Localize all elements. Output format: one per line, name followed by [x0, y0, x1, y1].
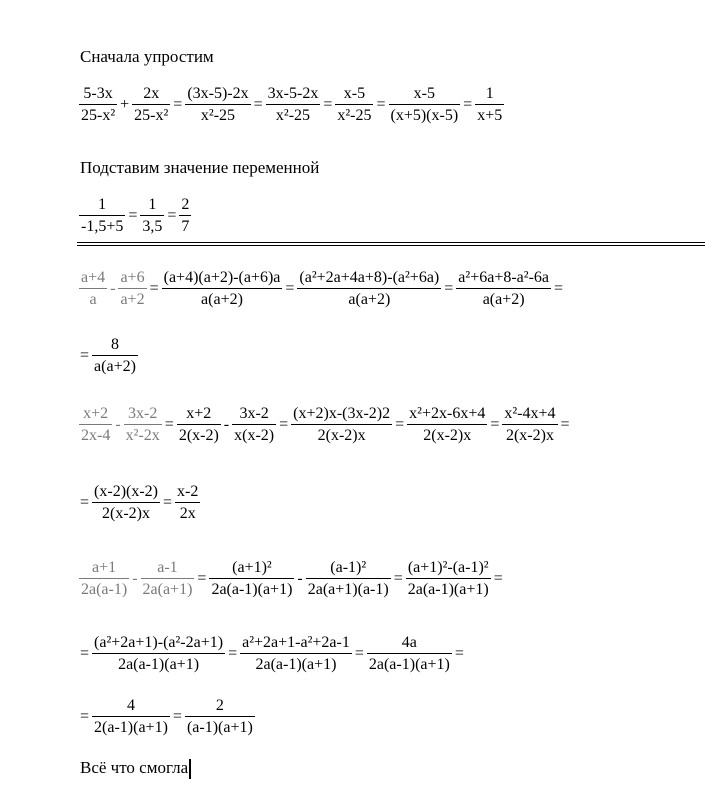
- fraction: $\frac{a+4}{a}$: [81, 269, 106, 308]
- fraction: $\frac{3x-2}{\text{x²-2x}}$: [125, 405, 160, 444]
- fraction: $\frac{2x}{\text{25-x²}}$: [134, 85, 169, 124]
- fraction: $\frac{8}{a(a+2)}$: [94, 336, 136, 375]
- fraction: $\frac{(x+2)x-(3x-2)2}{2(x-2)x}$: [293, 405, 391, 444]
- fraction: $\frac{a+1}{2a(a-1)}$: [81, 559, 128, 598]
- text-cursor: [189, 759, 191, 779]
- fraction: $\frac{2}{7}$: [181, 196, 190, 235]
- fraction: $\frac{x-5}{(x+5)(x-5)}$: [390, 85, 459, 124]
- equation-1: $\frac{5-3x}{\text{25-x²}}$ + $\frac{2x}{\text{25-x²}}$ = $\frac{(3x-5)-2x}{\text{x²-25}}$ = $\frac{3x-5-2x}{\text{x²-25}}$ = $\frac{x-5}{\text{x²-25}}$ = $\frac{x-5}{(x+5)(x-5)}$ = $\frac{1}{x+5}$: [81, 85, 503, 124]
- closing-remark: [80, 758, 191, 779]
- fraction: $\frac{\text{(a²+2a+1)-(a²-2a+1)}}{2a(a-1)(a+1)}$: [94, 634, 224, 673]
- fraction: $\frac{3x-2}{x(x-2)}$: [234, 405, 275, 444]
- fraction: $\frac{\text{(a+1)²}}{2a(a-1)(a+1)}$: [211, 559, 293, 598]
- fraction: $\frac{x-2}{2x}$: [177, 483, 199, 522]
- fraction: $\frac{a+6}{a+2}$: [120, 269, 145, 308]
- fraction: $\frac{\text{a²+6a+8-a²-6a}}{a(a+2)}$: [458, 269, 549, 308]
- fraction: $\frac{(a+4)(a+2)-(a+6)a}{a(a+2)}$: [163, 269, 281, 308]
- equation-3: $\frac{a+4}{a}$ - $\frac{a+6}{a+2}$ = $\frac{(a+4)(a+2)-(a+6)a}{a(a+2)}$ = $\frac{\text{(a²+2a+4a+8)-(a²+6a)}}{a(a+2)}$ = $\frac{\text{a²+6a+8-a²-6a}}{a(a+2)}$ =: [81, 269, 564, 308]
- fraction: $\frac{\text{(a+1)²-(a-1)²}}{2a(a-1)(a+1)}$: [407, 559, 489, 598]
- fraction: $\frac{2}{(a-1)(a+1)}$: [186, 697, 253, 736]
- closing-text: Всё что смогла: [80, 758, 189, 777]
- fraction: $\frac{x+2}{2(x-2)}$: [178, 405, 219, 444]
- fraction: $\frac{3x-5-2x}{\text{x²-25}}$: [267, 85, 319, 124]
- equation-2: $\frac{1}{-1,5+5}$ = $\frac{1}{3,5}$ = $\frac{2}{7}$: [81, 196, 190, 235]
- heading-simplify: Сначала упростим: [80, 47, 214, 66]
- fraction: $\frac{4}{2(a-1)(a+1)}$: [94, 697, 168, 736]
- fraction: $\frac{\text{x²-4x+4}}{2(x-2)x}$: [504, 405, 556, 444]
- equation-4: = $\frac{8}{a(a+2)}$: [80, 336, 136, 375]
- equation-9: = $\frac{4}{2(a-1)(a+1)}$ = $\frac{2}{(a-1)(a+1)}$: [80, 697, 253, 736]
- fraction: $\frac{\text{(a²+2a+4a+8)-(a²+6a)}}{a(a+2)}$: [299, 269, 440, 308]
- fraction: $\frac{(x-2)(x-2)}{2(x-2)x}$: [94, 483, 158, 522]
- equation-6: = $\frac{(x-2)(x-2)}{2(x-2)x}$ = $\frac{x-2}{2x}$: [80, 483, 199, 522]
- equation-8: = $\frac{\text{(a²+2a+1)-(a²-2a+1)}}{2a(a-1)(a+1)}$ = $\frac{\text{a²+2a+1-a²+2a-1}}{2a(a-1)(a+1)}$ = $\frac{4a}{2a(a-1)(a+1)}$ =: [80, 634, 464, 673]
- equation-7: $\frac{a+1}{2a(a-1)}$ - $\frac{a-1}{2a(a+1)}$ = $\frac{\text{(a+1)²}}{2a(a-1)(a+1)}$ - $\frac{\text{(a-1)²}}{2a(a+1)(a-1)}$ = $\frac{\text{(a+1)²-(a-1)²}}{2a(a-1)(a+1)}$ =: [81, 559, 503, 598]
- fraction: $\frac{1}{-1,5+5}$: [81, 196, 124, 235]
- fraction: $\frac{1}{3,5}$: [142, 196, 163, 235]
- fraction: $\frac{1}{x+5}$: [477, 85, 503, 124]
- fraction: $\frac{\text{x²+2x-6x+4}}{2(x-2)x}$: [409, 405, 486, 444]
- fraction: $\frac{5-3x}{\text{25-x²}}$: [81, 85, 116, 124]
- fraction: $\frac{a-1}{2a(a+1)}$: [142, 559, 193, 598]
- equation-5: $\frac{x+2}{2x-4}$ - $\frac{3x-2}{\text{x²-2x}}$ = $\frac{x+2}{2(x-2)}$ - $\frac{3x-2}{x(x-2)}$ = $\frac{(x+2)x-(3x-2)2}{2(x-2)x}$ = $\frac{\text{x²+2x-6x+4}}{2(x-2)x}$ = $\frac{\text{x²-4x+4}}{2(x-2)x}$ =: [81, 405, 570, 444]
- fraction: $\frac{4a}{2a(a-1)(a+1)}$: [368, 634, 450, 673]
- fraction: $\frac{\text{a²+2a+1-a²+2a-1}}{2a(a-1)(a+1)}$: [242, 634, 350, 673]
- fraction: $\frac{(3x-5)-2x}{\text{x²-25}}$: [187, 85, 249, 124]
- fraction: $\frac{x+2}{2x-4}$: [81, 405, 111, 444]
- heading-substitute: Подставим значение переменной: [80, 158, 320, 177]
- double-separator: [77, 242, 705, 246]
- fraction: $\frac{\text{(a-1)²}}{2a(a+1)(a-1)}$: [307, 559, 389, 598]
- fraction: $\frac{x-5}{\text{x²-25}}$: [337, 85, 372, 124]
